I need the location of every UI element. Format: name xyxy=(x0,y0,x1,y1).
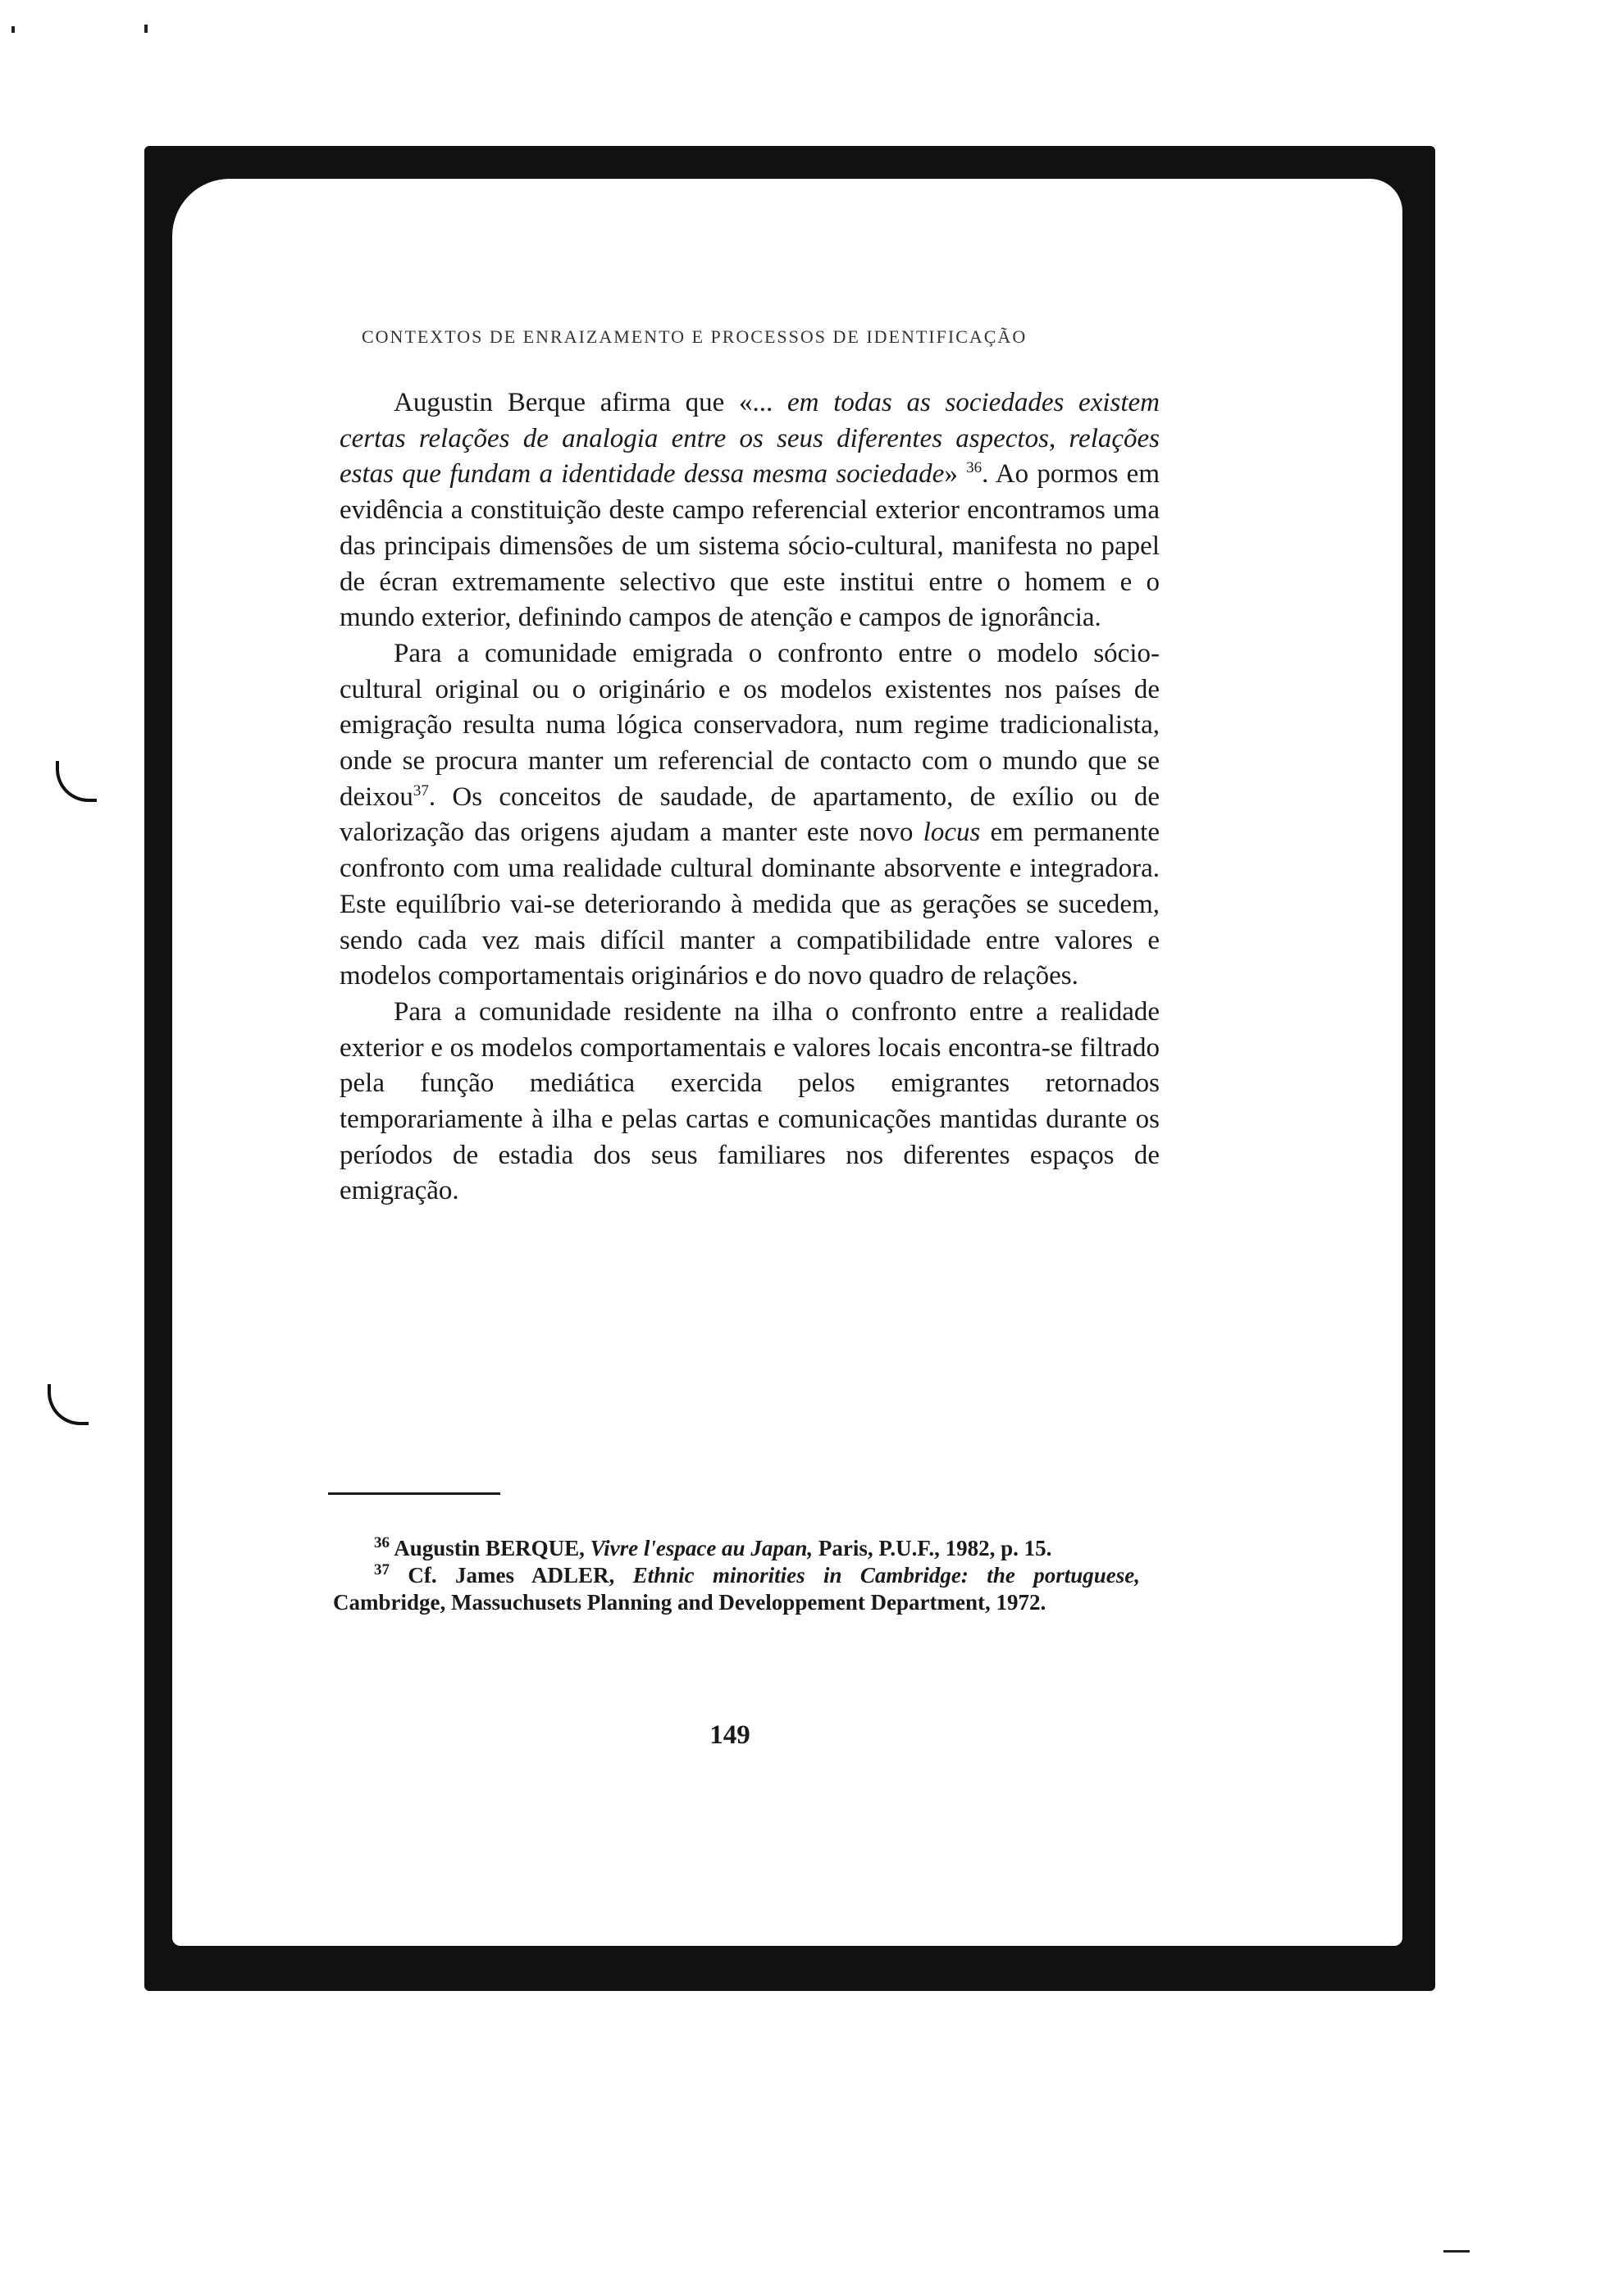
scan-speck xyxy=(144,25,148,33)
p2-text-c: em permanente confronto com uma realidade cultural dominante absorvente e integradora. Este equilíbrio vai-se deteriorando à medida que as gerações se sucedem, sendo cada vez mais difícil manter a compatibilidade entre valores e modelos comportamentais originários e do novo quadro de relações. xyxy=(340,818,1160,991)
p2-text-b: . Os conceitos de saudade, de apartamento, de exílio ou de valorização das origens ajudam a manter este novo xyxy=(340,781,1160,848)
scan-speck xyxy=(1443,2250,1470,2253)
footnote-text: Paris, P.U.F., 1982, p. 15. xyxy=(813,1536,1052,1560)
running-head: CONTEXTOS DE ENRAIZAMENTO E PROCESSOS DE IDENTIFICAÇÃO xyxy=(362,326,1028,347)
paragraph-2 xyxy=(340,636,1160,995)
footnotes xyxy=(333,1535,1140,1616)
footnote-ref-37: 37 xyxy=(413,781,429,800)
p1-quote: em todas as sociedades existem certas relações de analogia entre os seus diferentes aspectos, relações estas que fundam a identidade dessa mesma sociedade xyxy=(340,388,1160,490)
scan-mark xyxy=(56,761,97,802)
p1-text-b: » xyxy=(944,459,967,490)
footnote-separator xyxy=(328,1492,500,1495)
footnote-36 xyxy=(333,1535,1140,1562)
p2-italic-locus: locus xyxy=(923,818,981,848)
scan-mark xyxy=(48,1384,89,1425)
footnote-number: 37 xyxy=(374,1561,390,1578)
body-text xyxy=(340,385,1160,1210)
p2-text-a: Para a comunidade emigrada o confronto entre o modelo sócio-cultural original ou o originário e os modelos existentes nos países de emigração resulta numa lógica conservadora, num regime tradicionalista, onde se procura manter um referencial de contacto com o mundo que se deixou xyxy=(340,638,1160,812)
scan-speck xyxy=(11,26,15,33)
footnote-number: 36 xyxy=(374,1534,390,1551)
paragraph-3: Para a comunidade residente na ilha o confronto entre a realidade exterior e os modelos comportamentais e valores locais encontra-se filtrado pela função mediática exercida pelos emigrantes retornados temporariamente à ilha e pelas cartas e comunicações mantidas durante os períodos de estadia dos seus familiares nos diferentes espaços de emigração. xyxy=(340,996,1160,1206)
footnote-text: Augustin BERQUE, xyxy=(390,1536,590,1560)
footnote-37 xyxy=(333,1562,1140,1616)
footnote-title: Ethnic minorities in Cambridge: the portuguese, xyxy=(632,1563,1140,1588)
footnote-title: Vivre l'espace au Japan, xyxy=(590,1536,814,1560)
page-number: 149 xyxy=(709,1720,750,1750)
paragraph-1 xyxy=(340,385,1160,636)
p1-text-c: . Ao pormos em evidência a constituição deste campo referencial exterior encontramos uma das principais dimensões de um sistema sócio-cultural, manifesta no papel de écran extremamente selectivo que este institui entre o homem e o mundo exterior, definindo campos de atenção e campos de ignorância. xyxy=(340,459,1160,633)
footnote-ref-36: 36 xyxy=(966,459,983,477)
p1-text-a: Augustin Berque afirma que «... xyxy=(394,388,787,417)
footnote-text: Cambridge, Massuchusets Planning and Developpement Department, 1972. xyxy=(333,1590,1046,1615)
footnote-text: Cf. James ADLER, xyxy=(390,1563,633,1588)
